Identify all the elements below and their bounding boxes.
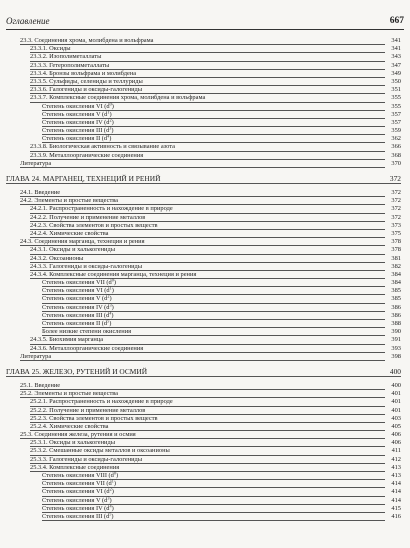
toc-page-number: 357	[391, 118, 401, 126]
toc-page-number: 400	[391, 381, 401, 389]
entry-text: 23.3.5. Сульфиды, селениды и теллуриды	[30, 77, 143, 85]
toc-entry	[0, 423, 410, 431]
toc-entry	[0, 464, 410, 472]
toc-page-number: 411	[391, 447, 401, 455]
toc-page-number: 384	[391, 279, 401, 287]
toc-entry	[0, 189, 410, 197]
entry-text-tail: )	[111, 504, 114, 512]
running-head-title: Оглавление	[6, 16, 50, 26]
chapter-heading	[0, 367, 410, 377]
toc-entry	[0, 345, 410, 353]
entry-text: Степень окисления VI (d	[42, 488, 110, 496]
electron-count-superscript: 0	[111, 277, 114, 283]
entry-text: 25.2.4. Химические свойства	[30, 422, 109, 430]
entry-text: Степень окисления VIII (d	[42, 472, 114, 479]
toc-entry	[0, 62, 410, 70]
electron-count-superscript: 5	[109, 511, 112, 517]
entry-text: 23.3.6. Галогениды и оксиды-галогениды	[30, 86, 143, 94]
entry-text: Литература	[20, 352, 52, 360]
entry-text: Степень окисления III (d	[42, 512, 110, 520]
toc-entry	[0, 295, 410, 303]
toc-page-number: 372	[391, 205, 401, 213]
chapter-heading	[0, 174, 410, 184]
entry-underline	[6, 183, 401, 184]
toc-page-number: 386	[391, 303, 401, 311]
toc-entry	[0, 439, 410, 447]
entry-text-tail: )	[109, 135, 112, 143]
entry-text: Степень окисления III (d	[42, 127, 110, 135]
entry-text: Степень окисления II (d	[42, 135, 108, 143]
entry-text: 24.3.3. Галогениды и оксиды-галогениды	[30, 262, 143, 270]
toc-page-number: 385	[391, 287, 401, 295]
entry-text: Степень окисления VI (d	[42, 287, 110, 295]
toc-page-number: 378	[391, 238, 401, 246]
entry-text: 24.3.5. Биохимия марганца	[30, 336, 104, 344]
toc-entry	[0, 255, 410, 263]
toc-entry	[0, 472, 410, 480]
toc-entry	[0, 382, 410, 390]
toc-page-number: 357	[391, 110, 401, 118]
toc-entry	[0, 222, 410, 230]
entry-text: Более низкие степени окисления	[42, 328, 132, 336]
toc-page-number: 378	[391, 246, 401, 254]
toc-page-number: 401	[391, 398, 401, 406]
toc-page-number: 400	[389, 366, 401, 376]
toc-entry	[0, 152, 410, 160]
toc-entry	[0, 160, 410, 168]
electron-count-superscript: 4	[107, 133, 110, 139]
toc-entry	[0, 263, 410, 271]
entry-text: 25.2.2. Получение и применение металлов	[30, 406, 146, 414]
entry-text: 23.3.9. Металлоорганические соединения	[30, 151, 144, 159]
entry-text: 24.2.4. Химические свойства	[30, 229, 109, 237]
entry-text-tail: )	[111, 311, 114, 319]
toc-entry	[0, 78, 410, 86]
toc-page-number: 343	[391, 53, 401, 61]
toc-page-number: 414	[391, 480, 401, 488]
toc-entry	[0, 513, 410, 521]
entry-text: 25.2.3. Свойства элементов и простых веществ	[30, 414, 158, 422]
toc-entry	[0, 70, 410, 78]
toc-page-number: 398	[391, 352, 401, 360]
entry-text-tail: )	[113, 480, 116, 488]
toc-entry	[0, 37, 410, 45]
toc-entry	[0, 447, 410, 455]
entry-text: 23.3.3. Гетерополиметаллаты	[30, 61, 110, 69]
toc-page-number: 393	[391, 344, 401, 352]
entry-text: 25.3.1. Оксиды и халькогениды	[30, 439, 115, 447]
toc-page-number: 413	[391, 472, 401, 479]
entry-text: 24.2. Элементы и простые вещества	[20, 197, 119, 205]
entry-text: Литература	[20, 159, 52, 167]
entry-text: Степень окисления VII (d	[42, 480, 112, 488]
toc-entry	[0, 143, 410, 151]
toc-entry	[0, 119, 410, 127]
electron-count-superscript: 1	[107, 109, 110, 115]
entry-text: Степень окисления V (d	[42, 295, 108, 303]
electron-count-superscript: 1	[109, 285, 112, 291]
toc-page-number: 401	[391, 390, 401, 398]
toc-page-number: 350	[391, 77, 401, 85]
entry-text: 23.3. Соединения хрома, молибдена и вольфрама	[20, 37, 154, 44]
toc-page-number: 347	[391, 61, 401, 69]
entry-text-tail: )	[111, 488, 114, 496]
entry-text: 25.3. Соединения железа, рутения и осмия	[20, 431, 136, 439]
toc-page-number: 341	[391, 45, 401, 53]
toc-entry	[0, 86, 410, 94]
entry-text-tail: )	[111, 102, 114, 110]
toc-entry	[0, 304, 410, 312]
entry-text: Степень окисления VII (d	[42, 279, 112, 287]
entry-text: Степень окисления II (d	[42, 320, 108, 327]
toc-page-number: 355	[391, 94, 401, 102]
entry-text: 24.3.6. Металлоорганические соединения	[30, 344, 144, 352]
toc-page-number: 372	[391, 189, 401, 196]
toc-entry	[0, 214, 410, 222]
electron-count-superscript: 3	[107, 495, 110, 501]
entry-text: 24.2.3. Свойства элементов и простых веществ	[30, 221, 158, 229]
electron-count-superscript: 3	[109, 125, 112, 131]
toc-page-number: 366	[391, 143, 401, 151]
toc-page-number: 359	[391, 127, 401, 135]
entry-underline	[20, 360, 385, 361]
electron-count-superscript: 2	[107, 293, 110, 299]
toc-page-number: 355	[391, 102, 401, 110]
entry-text-tail: )	[109, 110, 112, 118]
electron-count-superscript: 0	[113, 470, 116, 476]
electron-count-superscript: 2	[109, 117, 112, 123]
toc-page-number: 373	[391, 221, 401, 229]
electron-count-superscript: 4	[109, 310, 112, 316]
entry-text-tail: )	[109, 320, 112, 327]
entry-text: 24.1. Введение	[20, 189, 61, 196]
toc-page-number: 390	[391, 328, 401, 336]
entry-text: Степень окисления III (d	[42, 311, 110, 319]
toc-entry	[0, 505, 410, 513]
toc-page-number: 391	[391, 336, 401, 344]
toc-entry	[0, 197, 410, 205]
table-of-contents	[0, 37, 410, 521]
toc-entry	[0, 328, 410, 336]
entry-underline	[6, 376, 401, 377]
entry-text: ГЛАВА 25. ЖЕЛЕЗО, РУТЕНИЙ И ОСМИЙ	[6, 366, 148, 376]
toc-page-number: 375	[391, 229, 401, 237]
toc-page-number: 382	[391, 262, 401, 270]
toc-page-number: 416	[391, 512, 401, 520]
toc-page-number: 413	[391, 463, 401, 471]
toc-entry	[0, 353, 410, 361]
electron-count-superscript: 0	[109, 101, 112, 106]
entry-text: 24.2.2. Получение и применение металлов	[30, 213, 146, 221]
entry-underline	[42, 520, 385, 521]
entry-text: 25.3.2. Смешанные оксиды металлов и оксоанионы	[30, 447, 170, 455]
entry-text: 25.1. Введение	[20, 381, 61, 389]
toc-entry	[0, 246, 410, 254]
entry-text-tail: )	[111, 127, 114, 135]
toc-page-number: 414	[391, 488, 401, 496]
toc-entry	[0, 398, 410, 406]
entry-text-tail: )	[113, 279, 116, 287]
entry-text: Степень окисления IV (d	[42, 303, 110, 311]
toc-entry	[0, 488, 410, 496]
toc-entry	[0, 390, 410, 398]
entry-text: 25.3.4. Комплексные соединения	[30, 463, 120, 471]
toc-page-number: 401	[391, 406, 401, 414]
running-header	[6, 16, 404, 28]
entry-text: 23.3.4. Бронзы вольфрама и молибдена	[30, 69, 137, 77]
electron-count-superscript: 4	[109, 503, 112, 509]
toc-page-number: 406	[391, 431, 401, 439]
toc-entry	[0, 336, 410, 344]
toc-entry	[0, 135, 410, 143]
toc-page-number: 415	[391, 504, 401, 512]
toc-page-number: 406	[391, 439, 401, 447]
entry-text: 25.2. Элементы и простые вещества	[20, 390, 119, 398]
entry-text-tail: )	[111, 118, 114, 126]
toc-page-number: 405	[391, 422, 401, 430]
entry-text: Степень окисления VI (d	[42, 102, 110, 110]
toc-page-number: 388	[391, 320, 401, 327]
toc-entry	[0, 103, 410, 111]
page-number: 667	[389, 16, 404, 26]
toc-page-number: 403	[391, 414, 401, 422]
header-rule	[6, 29, 404, 30]
toc-entry	[0, 407, 410, 415]
toc-entry	[0, 320, 410, 328]
toc-page-number: 341	[391, 37, 401, 44]
entry-text: 24.2.1. Распространенность и нахождение в природе	[30, 205, 173, 213]
toc-page-number: 384	[391, 270, 401, 278]
electron-count-superscript: 3	[109, 302, 112, 308]
toc-entry	[0, 205, 410, 213]
toc-page-number: 368	[391, 151, 401, 159]
toc-entry	[0, 497, 410, 505]
entry-text-tail: )	[111, 512, 114, 520]
toc-page-number: 370	[391, 159, 401, 167]
electron-count-superscript: 5	[107, 318, 110, 324]
toc-entry	[0, 45, 410, 53]
toc-page-number: 372	[389, 174, 401, 183]
entry-text-tail: )	[111, 287, 114, 295]
toc-page-number: 385	[391, 295, 401, 303]
toc-entry	[0, 111, 410, 119]
toc-entry	[0, 312, 410, 320]
toc-entry	[0, 271, 410, 279]
entry-text-tail: )	[109, 496, 112, 504]
toc-entry	[0, 238, 410, 246]
entry-underline	[20, 167, 385, 168]
toc-entry	[0, 230, 410, 238]
toc-entry	[0, 53, 410, 61]
entry-text: 23.3.1. Оксиды	[30, 45, 71, 53]
entry-text: 23.3.2. Изополиметаллаты	[30, 53, 102, 61]
entry-text: Степень окисления IV (d	[42, 118, 110, 126]
toc-page-number: 372	[391, 197, 401, 205]
toc-page-number: 372	[391, 213, 401, 221]
toc-entry	[0, 431, 410, 439]
toc-entry	[0, 456, 410, 464]
entry-text: 25.3.3. Галогениды и оксиды-галогениды	[30, 455, 143, 463]
entry-text: 24.3.2. Оксоанионы	[30, 254, 84, 262]
toc-page-number: 412	[391, 455, 401, 463]
electron-count-superscript: 1	[111, 478, 114, 484]
toc-page-number: 381	[391, 254, 401, 262]
toc-page-number: 386	[391, 311, 401, 319]
entry-text: 23.3.7. Комплексные соединения хрома, молибдена и вольфрама	[30, 94, 206, 102]
entry-text: Степень окисления V (d	[42, 496, 108, 504]
entry-text: ГЛАВА 24. МАРГАНЕЦ, ТЕХНЕЦИЙ И РЕНИЙ	[6, 174, 161, 183]
entry-text-tail: )	[109, 295, 112, 303]
entry-text-tail: )	[115, 472, 119, 479]
toc-page-number: 351	[391, 86, 401, 94]
entry-text: Степень окисления V (d	[42, 110, 108, 118]
toc-page-number: 362	[391, 135, 401, 143]
entry-text: Степень окисления IV (d	[42, 504, 110, 512]
toc-entry	[0, 94, 410, 102]
entry-text: 24.3.1. Оксиды и халькогениды	[30, 246, 115, 254]
entry-text: 24.3.4. Комплексные соединения марганца, технеция и рения	[30, 270, 197, 278]
entry-text-tail: )	[111, 303, 114, 311]
entry-text: 23.3.8. Биологическая активность и связывание азота	[30, 143, 175, 151]
entry-text: 25.2.1. Распространенность и нахождение в природе	[30, 398, 173, 406]
toc-page-number: 414	[391, 496, 401, 504]
toc-entry	[0, 415, 410, 423]
electron-count-superscript: 2	[109, 486, 112, 492]
entry-text: 24.3. Соединения марганца, технеция и рения	[20, 238, 145, 246]
toc-page-number: 349	[391, 69, 401, 77]
